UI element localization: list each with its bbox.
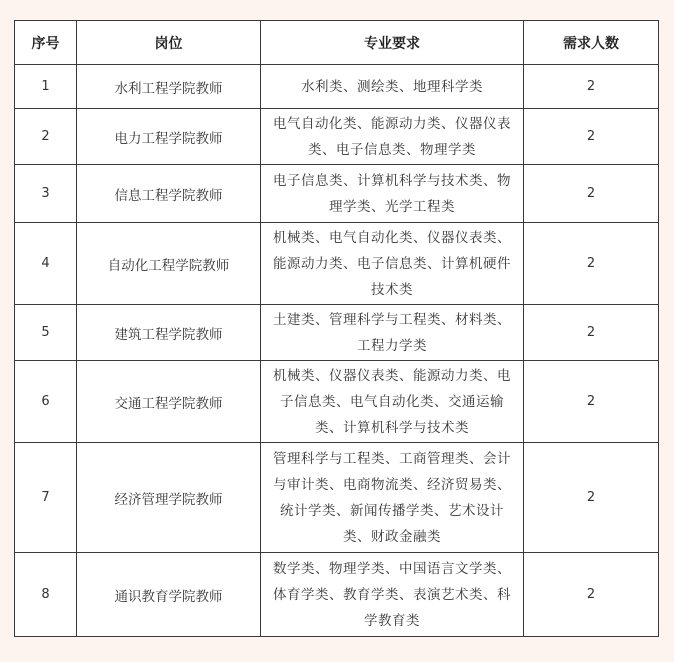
table-row — [15, 165, 659, 223]
table-row — [15, 443, 659, 553]
table-row — [15, 305, 659, 361]
row-position: 自动化工程学院教师 — [77, 223, 261, 305]
row-position: 经济管理学院教师 — [77, 443, 261, 553]
row-requirement: 土建类、管理科学与工程类、材料类、工程力学类 — [261, 305, 524, 361]
header-requirement: 专业要求 — [261, 21, 524, 65]
row-position: 电力工程学院教师 — [77, 109, 261, 165]
row-count: 2 — [524, 305, 659, 361]
row-count: 2 — [524, 65, 659, 109]
header-count: 需求人数 — [524, 21, 659, 65]
row-count: 2 — [524, 165, 659, 223]
table-row — [15, 223, 659, 305]
row-requirement: 水利类、测绘类、地理科学类 — [261, 65, 524, 109]
recruitment-table — [14, 20, 659, 637]
row-no: 6 — [15, 361, 77, 443]
row-count: 2 — [524, 361, 659, 443]
row-position: 信息工程学院教师 — [77, 165, 261, 223]
row-requirement: 电气自动化类、能源动力类、仪器仪表类、电子信息类、物理学类 — [261, 109, 524, 165]
row-position: 水利工程学院教师 — [77, 65, 261, 109]
row-no: 4 — [15, 223, 77, 305]
table-row — [15, 361, 659, 443]
row-position: 建筑工程学院教师 — [77, 305, 261, 361]
row-no: 8 — [15, 553, 77, 637]
table-row — [15, 65, 659, 109]
row-position: 交通工程学院教师 — [77, 361, 261, 443]
row-no: 3 — [15, 165, 77, 223]
header-position: 岗位 — [77, 21, 261, 65]
row-count: 2 — [524, 553, 659, 637]
row-no: 7 — [15, 443, 77, 553]
row-requirement: 机械类、电气自动化类、仪器仪表类、能源动力类、电子信息类、计算机硬件技术类 — [261, 223, 524, 305]
row-count: 2 — [524, 109, 659, 165]
row-requirement: 电子信息类、计算机科学与技术类、物理学类、光学工程类 — [261, 165, 524, 223]
header-no: 序号 — [15, 21, 77, 65]
row-requirement: 机械类、仪器仪表类、能源动力类、电子信息类、电气自动化类、交通运输类、计算机科学与技术类 — [261, 361, 524, 443]
row-requirement: 管理科学与工程类、工商管理类、会计与审计类、电商物流类、经济贸易类、统计学类、新闻传播学类、艺术设计类、财政金融类 — [261, 443, 524, 553]
row-count: 2 — [524, 223, 659, 305]
row-requirement: 数学类、物理学类、中国语言文学类、体育学类、教育学类、表演艺术类、科学教育类 — [261, 553, 524, 637]
table-row — [15, 553, 659, 637]
row-no: 1 — [15, 65, 77, 109]
table-row — [15, 109, 659, 165]
row-position: 通识教育学院教师 — [77, 553, 261, 637]
row-no: 2 — [15, 109, 77, 165]
row-no: 5 — [15, 305, 77, 361]
table-header-row — [15, 21, 659, 65]
recruitment-table-container — [14, 20, 659, 637]
row-count: 2 — [524, 443, 659, 553]
